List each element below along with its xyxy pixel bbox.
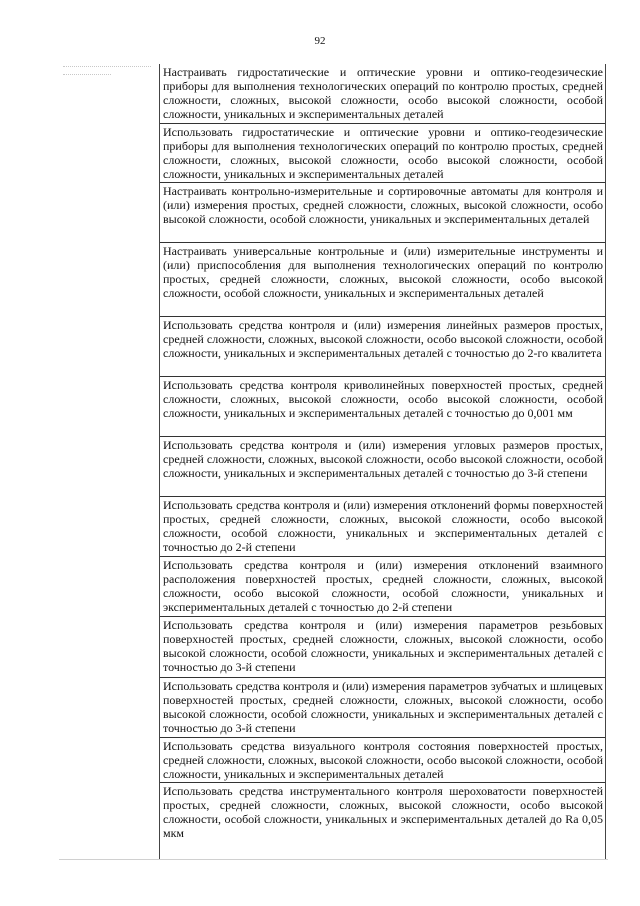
left-column-faint-rule bbox=[63, 74, 111, 75]
table-row: Использовать средства контроля и (или) измерения линейных размеров простых, средней сложности, сложных, высокой сложности, особо высокой сложности, особой сложности, уникальных и экспериментальных деталей с точностью до 2-го квалитета bbox=[160, 316, 605, 376]
table-row: Настраивать универсальные контрольные и (или) измерительные инструменты и (или) приспособления для выполнения технологических операций по контролю простых, средней сложности, сложных, высокой сложности, особо высокой сложности, особой сложности, уникальных и экспериментальных деталей bbox=[160, 242, 605, 316]
table-row: Использовать средства контроля и (или) измерения угловых размеров простых, средней сложности, сложных, высокой сложности, особо высокой сложности, особой сложности, уникальных и экспериментальных деталей с точностью до 3-й степени bbox=[160, 436, 605, 496]
table-row: Использовать средства контроля криволинейных поверхностей простых, средней сложности, сложных, высокой сложности, особо высокой сложности, особой сложности, уникальных и экспериментальных деталей с точностью до 0,001 мм bbox=[160, 376, 605, 436]
table-row: Использовать средства контроля и (или) измерения отклонений взаимного расположения поверхностей простых, средней сложности, сложных, высокой сложности, особо высокой сложности, особой сложности, уникальных и экспериментальных деталей с точностью до 2-й степени bbox=[160, 556, 605, 616]
table-row: Использовать средства визуального контроля состояния поверхностей простых, средней сложности, сложных, высокой сложности, особо высокой сложности, особой сложности, уникальных и экспериментальных деталей bbox=[160, 737, 605, 782]
table-row: Настраивать контрольно-измерительные и сортировочные автоматы для контроля и (или) измерения простых, средней сложности, сложных, высокой сложности, особо высокой сложности, особой сложности, уникальных и экспериментальных деталей bbox=[160, 182, 605, 242]
left-column-faint-rule bbox=[63, 66, 151, 67]
table-row: Использовать средства контроля и (или) измерения параметров зубчатых и шлицевых поверхностей простых, средней сложности, сложных, высокой сложности, особо высокой сложности, особой сложности, уникальных и экспериментальных деталей с точностью до 3-й степени bbox=[160, 677, 605, 737]
table-row: Использовать средства контроля и (или) измерения отклонений формы поверхностей простых, средней сложности, сложных, высокой сложности, особо высокой сложности, особой сложности, уникальных и экспериментальных деталей с точностью до 2-й степени bbox=[160, 496, 605, 556]
table-left-column bbox=[59, 64, 160, 860]
table-row: Настраивать гидростатические и оптические уровни и оптико-геодезические приборы для выполнения технологических операций по контролю простых, средней сложности, сложных, высокой сложности, особо высокой сложности, особой сложности, уникальных и экспериментальных деталей bbox=[163, 65, 603, 122]
page-number: 92 bbox=[314, 35, 326, 47]
skills-table bbox=[59, 64, 608, 860]
table-bottom-rule bbox=[59, 859, 608, 860]
table-row: Использовать средства инструментального контроля шероховатости поверхностей простых, средней сложности, сложных, высокой сложности, особо высокой сложности, особой сложности, уникальных и экспериментальных деталей до Ra 0,05 мкм bbox=[160, 782, 605, 860]
table-row: Использовать средства контроля и (или) измерения параметров резьбовых поверхностей простых, средней сложности, сложных, высокой сложности, особо высокой сложности, особой сложности, уникальных и экспериментальных деталей с точностью до 3-й степени bbox=[160, 616, 605, 677]
table-right-column bbox=[160, 64, 606, 860]
table-row: Использовать гидростатические и оптические уровни и оптико-геодезические приборы для выполнения технологических операций по контролю простых, средней сложности, сложных, высокой сложности, особо высокой сложности, особой сложности, уникальных и экспериментальных деталей bbox=[160, 123, 605, 182]
